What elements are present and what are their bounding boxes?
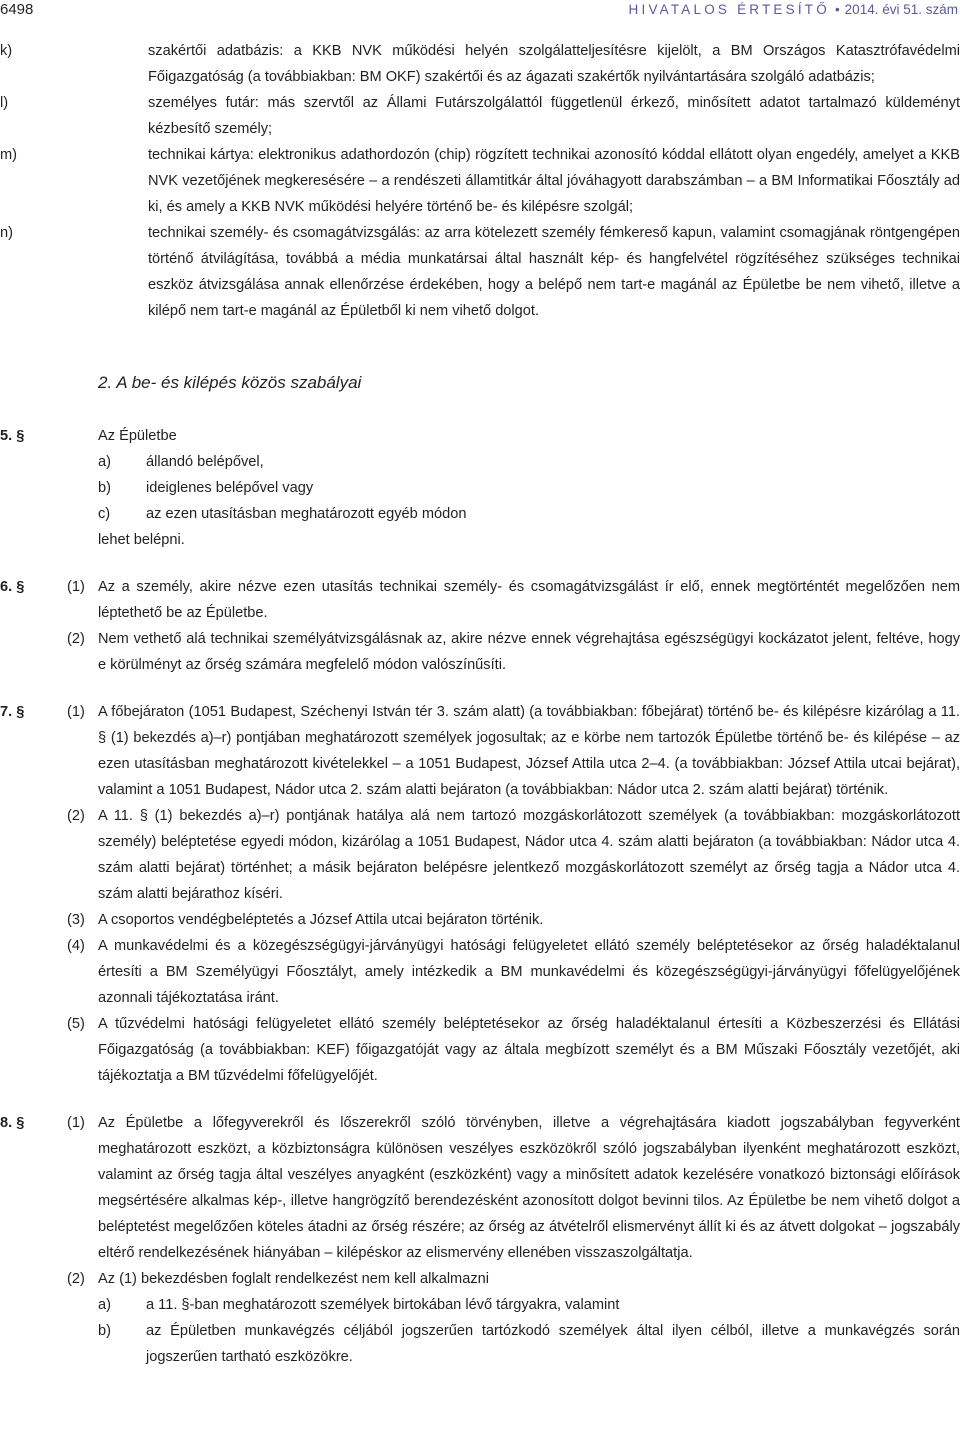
definition-text: technikai kártya: elektronikus adathordozón (chip) rögzített technikai azonosító kóddal ellátott olyan engedély, amelyet a KKB NVK vezetőjének megkeresésére – a rendészeti államtitkár által jóváhagyott darabszámban – a BM Informatikai Főosztály ad ki, és amely a KKB NVK működési helyére történő be- és kilépésre szolgál;	[148, 147, 960, 215]
definition-m	[0, 142, 960, 220]
subsection-text: Nem vethető alá technikai személyátvizsgálásnak az, akire nézve ennek végrehajtása egészségügyi kockázatot jelent, feltéve, hogy e körülményt az őrség számára megfelelő módon valószínűsíti.	[98, 631, 960, 673]
subsection	[67, 1011, 960, 1089]
subsection	[67, 1266, 960, 1292]
item-text: állandó belépővel,	[146, 454, 264, 470]
header-bullet: •	[834, 2, 840, 17]
subsection-number: (4)	[67, 938, 85, 954]
subsection	[67, 907, 960, 933]
running-header	[0, 0, 960, 22]
definition-n	[0, 220, 960, 324]
subsection-text: A tűzvédelmi hatósági felügyeletet ellátó személy beléptetésekor az őrség haladéktalanul értesíti a Közbeszerzési és Ellátási Főigazgatóság (a továbbiakban: KEF) főigazgatóját vagy az általa megbízott személyt és a BM Műszaki Főosztály vezetőjét, aki tájékoztatja a BM tűzvédelmi főfelügyelőjét.	[98, 1016, 960, 1084]
definition-label: n)	[0, 225, 13, 241]
subsection-number: (1)	[67, 579, 85, 595]
item-text: az Épületben munkavégzés céljából jogszerűen tartózkodó személyek által ilyen célból, illetve a munkavégzés során jogszerűen tartható eszközökre.	[146, 1323, 960, 1365]
definition-label: k)	[0, 43, 13, 59]
section-title: 2. A be- és kilépés közös szabályai	[98, 373, 362, 392]
list-item	[98, 1318, 960, 1370]
item-label: b)	[98, 1323, 111, 1339]
item-label: c)	[98, 506, 111, 522]
definition-text: technikai személy- és csomagátvizsgálás: az arra kötelezett személy fémkereső kapun, valamint csomagjának röntgengépen történő átvilágítása, továbbá a média munkatársai által használt kép- és hangfelvétel rögzítéséhez szükséges technikai eszköz átvizsgálása annak ellenőrzése érdekében, hogy a belépő nem tart-e magánál az Épületbe be nem vihető, illetve a kilépő nem tart-e magánál az Épületből ki nem vihető dolgot.	[148, 225, 960, 319]
definition-label: l)	[0, 95, 9, 111]
definition-k	[0, 38, 960, 90]
item-text: az ezen utasításban meghatározott egyéb módon	[146, 506, 467, 522]
document-body	[0, 38, 960, 1370]
list-item	[98, 501, 960, 527]
subsection	[67, 803, 960, 907]
item-text: a 11. §-ban meghatározott személyek birtokában lévő tárgyakra, valamint	[146, 1297, 620, 1313]
subsection-number: (1)	[67, 1115, 85, 1131]
subsection-number: (3)	[67, 912, 85, 928]
publication-info	[629, 0, 958, 23]
subsection-text: A 11. § (1) bekezdés a)–r) pontjának hatálya alá nem tartozó mozgáskorlátozott személyek (a továbbiakban: mozgáskorlátozott személy) beléptetése egyedi módon, kizárólag a 1051 Budapest, Nádor utca 4. szám alatti bejáraton (a továbbiakban: Nádor utca 4. szám alatti bejárat) történhet; a másik bejáraton belépésre jelentkező mozgáskorlátozott személyt az őrség tagja a Nádor utca 4. szám alatti bejárathoz kíséri.	[98, 808, 960, 902]
definition-label: m)	[0, 147, 18, 163]
item-label: b)	[98, 480, 111, 496]
subsection	[67, 574, 960, 626]
paragraph-number: 7. §	[0, 704, 25, 720]
list-item	[98, 475, 960, 501]
item-label: a)	[98, 454, 111, 470]
subsection-text: A munkavédelmi és a közegészségügyi-járványügyi hatósági felügyeletet ellátó személy beléptetésekor az őrség haladéktalanul értesíti a BM Személyügyi Főosztályt, amely intézkedik a BM munkavédelmi és közegészségügyi-járványügyi főfelügyelőjének azonnali tájékoztatása iránt.	[98, 938, 960, 1006]
subsection	[67, 1110, 960, 1266]
paragraph-8-items	[98, 1292, 960, 1370]
subsection-text: Az Épületbe a lőfegyverekről és lőszerekről szóló törvényben, illetve a végrehajtására kiadott jogszabályban fegyverként meghatározott eszközt, a közbiztonságra különösen veszélyes eszközökről szóló jogszabályban ilyenként meghatározott eszközt, valamint az őrség tagja által veszélyes anyagként (eszközként) vagy a minősített adatok kezelésére vonatkozó biztonsági előírások megsértésére alkalmas kép-, illetve hangrögzítő berendezésként azonosított dolgot bevinni tilos. Az Épületbe be nem vihető dolgot a beléptetést megelőzően köteles átadni az őrség részére; az őrség az átvételről elismervényt állít ki és az átvett dolgokat – jogszabály eltérő rendelkezésének hiányában – kilépéskor az elismervény ellenében visszaszolgáltatja.	[98, 1115, 960, 1261]
definition-l	[0, 90, 960, 142]
list-item	[98, 1292, 960, 1318]
definition-text: szakértői adatbázis: a KKB NVK működési helyén szolgálatteljesítésre kijelölt, a BM Országos Katasztrófavédelmi Főigazgatóság (a továbbiakban: BM OKF) szakértői és az ágazati szakértők nyilvántartására szolgáló adatbázis;	[148, 43, 960, 85]
paragraph-number: 6. §	[0, 579, 25, 595]
paragraph-number: 5. §	[0, 428, 25, 444]
paragraph-intro: Az Épületbe	[98, 428, 177, 444]
paragraph-5	[0, 423, 960, 553]
paragraph-number: 8. §	[0, 1115, 25, 1131]
subsection	[67, 699, 960, 803]
definitions-list	[0, 38, 960, 324]
paragraph-5-items	[98, 449, 960, 527]
subsection-number: (2)	[67, 1271, 85, 1287]
paragraph-7	[0, 699, 960, 1089]
item-text: ideiglenes belépővel vagy	[146, 480, 314, 496]
subsection	[67, 626, 960, 678]
subsection-text: Az a személy, akire nézve ezen utasítás technikai személy- és csomagátvizsgálást ír elő, ennek megtörténtét megelőzően nem léptethető be az Épületbe.	[98, 579, 960, 621]
subsection-text: Az (1) bekezdésben foglalt rendelkezést nem kell alkalmazni	[98, 1271, 489, 1287]
paragraph-outro: lehet belépni.	[98, 532, 185, 548]
subsection	[67, 933, 960, 1011]
subsection-text: A főbejáraton (1051 Budapest, Széchenyi István tér 3. szám alatt) (a továbbiakban: főbejárat) történő be- és kilépésre kizárólag a 11. § (1) bekezdés a)–r) pontjában meghatározott személyek jogosultak; az e körbe nem tartozók Épületbe történő be- és kilépése – az ezen utasításban meghatározott kivételekkel – a 1051 Budapest, József Attila utca 2–4. (a továbbiakban: József Attila utcai bejárat), valamint a 1051 Budapest, Nádor utca 2. szám alatti bejáraton (a továbbiakban: Nádor utca 2. szám alatti bejárat) történik.	[98, 704, 960, 798]
definition-text: személyes futár: más szervtől az Állami Futárszolgálattól függetlenül érkező, minősített adatot tartalmazó küldeményt kézbesítő személy;	[148, 95, 960, 137]
issue-number: 2014. évi 51. szám	[844, 2, 958, 17]
subsection-text: A csoportos vendégbeléptetés a József Attila utcai bejáraton történik.	[98, 912, 544, 928]
item-label: a)	[98, 1297, 111, 1313]
publication-title: HIVATALOS ÉRTESÍTŐ	[628, 2, 830, 17]
paragraph-6	[0, 574, 960, 678]
subsection-number: (2)	[67, 631, 85, 647]
list-item	[98, 449, 960, 475]
subsection-number: (1)	[67, 704, 85, 720]
page-number: 6498	[0, 1, 34, 18]
subsection-number: (2)	[67, 808, 85, 824]
subsection-number: (5)	[67, 1016, 85, 1032]
paragraph-8	[0, 1110, 960, 1370]
